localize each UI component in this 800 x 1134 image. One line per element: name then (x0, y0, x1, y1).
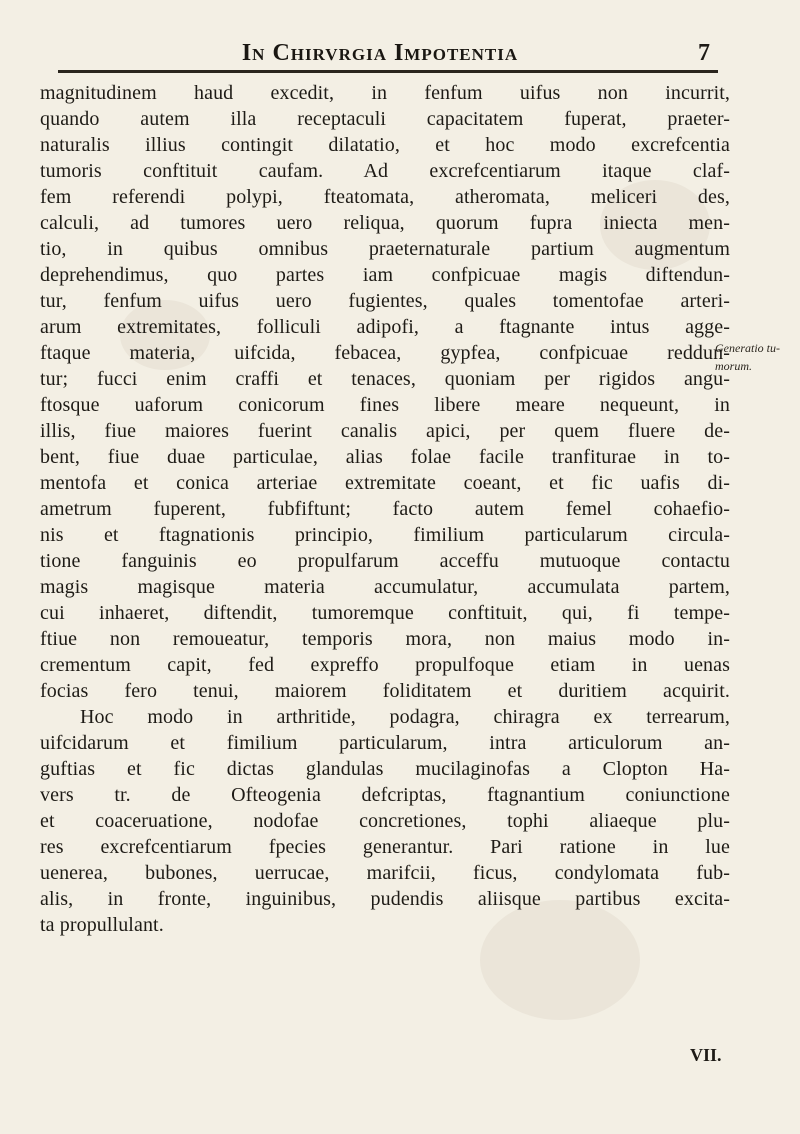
text-line: uenerea, bubones, uerrucae, marifcii, ficus, condylomata fub- (40, 862, 730, 884)
text-line: deprehendimus, quo partes iam confpicuae magis diftendun- (40, 264, 730, 286)
text-line: tumoris conftituit caufam. Ad excrefcentiarum itaque claf- (40, 160, 730, 182)
text-line: ftaque materia, uifcida, febacea, gypfea, confpicuae reddun- (40, 342, 730, 364)
text-line: nis et ftagnationis principio, fimilium particularum circula- (40, 524, 730, 546)
text-line: illis, fiue maiores fuerint canalis apici, per quem fluere de- (40, 420, 730, 442)
text-line: quando autem illa receptaculi capacitatem fuperat, praeter- (40, 108, 730, 130)
text-line: bent, fiue duae particulae, alias folae facile tranfiturae in to- (40, 446, 730, 468)
text-line: alis, in fronte, inguinibus, pudendis aliisque partibus excita- (40, 888, 730, 910)
text-line: calculi, ad tumores uero reliqua, quorum fupra iniecta men- (40, 212, 730, 234)
text-line: magis magisque materia accumulatur, accumulata partem, (40, 576, 730, 598)
text-line: cui inhaeret, diftendit, tumoremque conftituit, qui, fi tempe- (40, 602, 730, 624)
margin-note: Generatio tu-morum. (715, 341, 780, 373)
text-line: tio, in quibus omnibus praeternaturale partium augmentum (40, 238, 730, 260)
running-head (60, 40, 710, 80)
text-line: uifcidarum et fimilium particularum, intra articulorum an- (40, 732, 730, 754)
text-line: et coaceruatione, nodofae concretiones, tophi aliaeque plu- (40, 810, 730, 832)
text-line: mentofa et conica arteriae extremitate coeant, et fic uafis di- (40, 472, 730, 494)
text-line: ftosque uaforum conicorum fines libere meare nequeunt, in (40, 394, 730, 416)
text-line: arum extremitates, folliculi adipofi, a ftagnante intus agge- (40, 316, 730, 338)
text-line: magnitudinem haud excedit, in fenfum uifus non incurrit, (40, 82, 730, 104)
body-text (40, 80, 730, 938)
page-number: 7 (698, 40, 710, 66)
text-line: guftias et fic dictas glandulas mucilaginofas a Clopton Ha- (40, 758, 730, 780)
text-line: crementum capit, fed expreffo propulfoque etiam in uenas (40, 654, 730, 676)
text-line: vers tr. de Ofteogenia defcriptas, ftagnantium coniunctione (40, 784, 730, 806)
text-line: fem referendi polypi, fteatomata, atheromata, meliceri des, (40, 186, 730, 208)
text-line: Hoc modo in arthritide, podagra, chiragra ex terrearum, (80, 706, 730, 728)
running-title: In Chirvrgia Impotentia (241, 40, 519, 66)
header-rule (58, 70, 718, 73)
text-line: ta propullulant. (40, 914, 164, 936)
text-line: focias fero tenui, maiorem foliditatem et duritiem acquirit. (40, 680, 730, 702)
text-line: tione fanguinis eo propulfarum acceffu mutuoque contactu (40, 550, 730, 572)
text-line: res excrefcentiarum fpecies generantur. Pari ratione in lue (40, 836, 730, 858)
text-line: tur, fenfum uifus uero fugientes, quales tomentofae arteri- (40, 290, 730, 312)
text-line: ftiue non remoueatur, temporis mora, non maius modo in- (40, 628, 730, 650)
text-line: tur; fucci enim craffi et tenaces, quoniam per rigidos angu- (40, 368, 730, 390)
catchword: VII. (690, 1045, 722, 1065)
text-line: naturalis illius contingit dilatatio, et hoc modo excrefcentia (40, 134, 730, 156)
text-line: ametrum fuperent, fubfiftunt; facto autem femel cohaefio- (40, 498, 730, 520)
